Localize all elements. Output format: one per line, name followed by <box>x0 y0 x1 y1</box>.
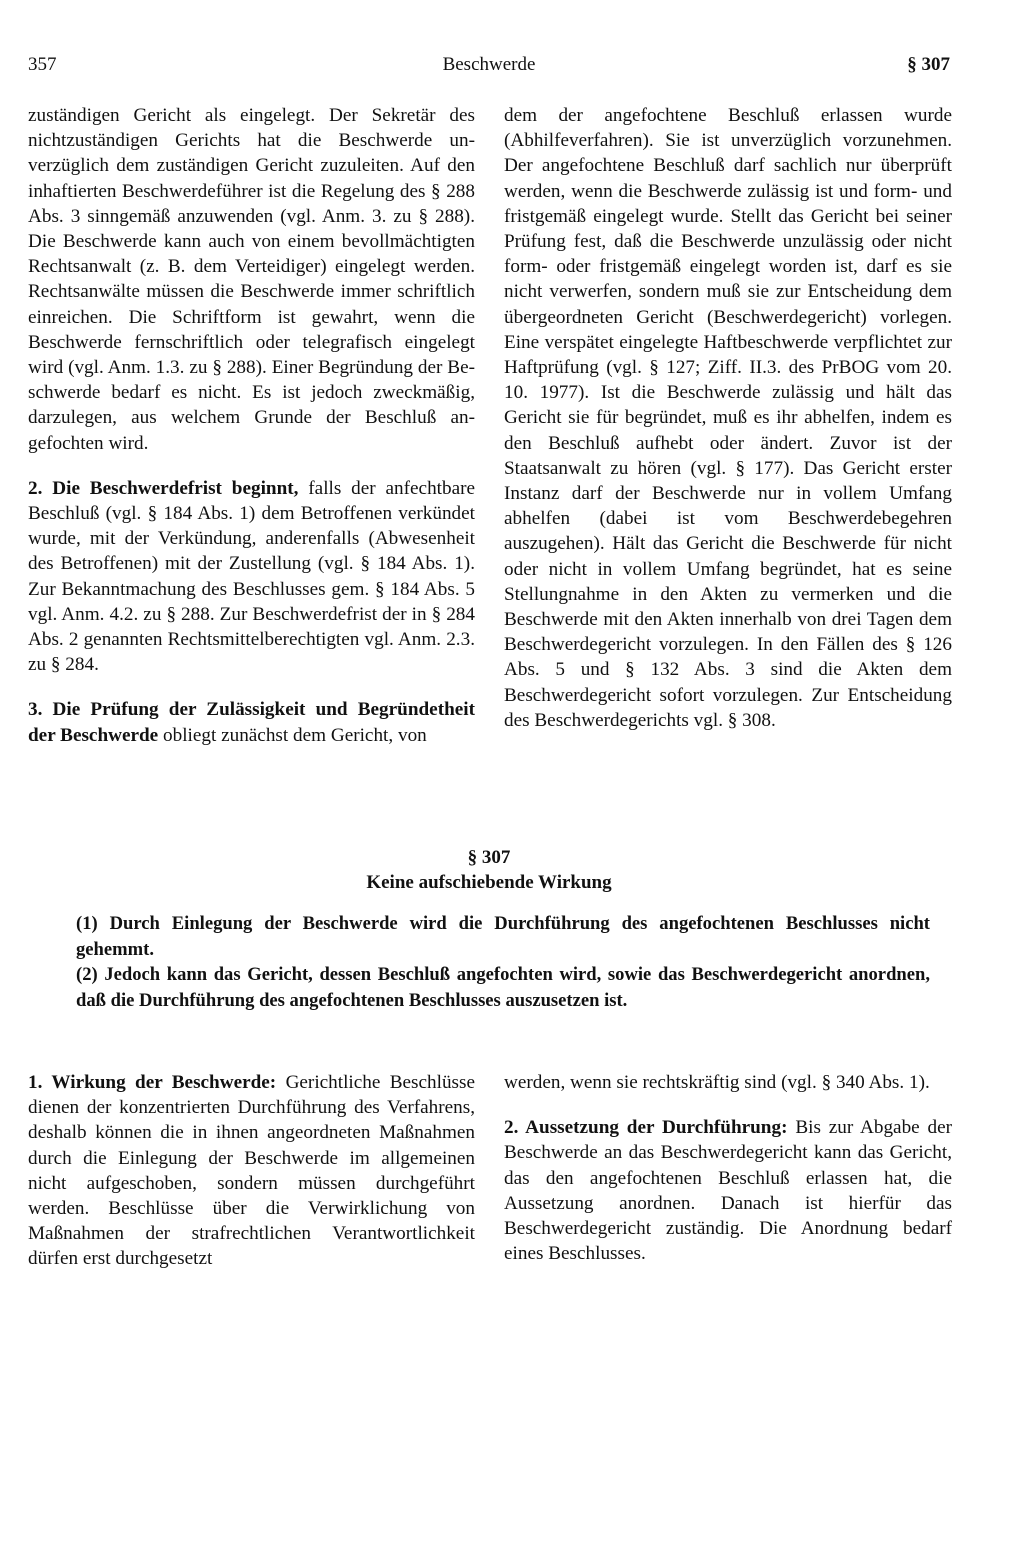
paragraph-text: Gerichtliche Beschlüsse dienen der konzentrierten Durchführung des Verfahrens, deshalb können die in ihnen angeordneten Maßnahmen durch die Einlegung der Beschwerde im allgemeinen nicht aufgeschoben, sondern müssen durchgeführt werden. Beschlüsse über die Verwirklichung von Maßnahmen der strafrechtlichen Verantwortlichkeit dürfen erst durchgesetzt <box>28 1072 476 1270</box>
paragraph-heading: Die Beschwerdefrist beginnt, <box>52 477 299 499</box>
annotation-column-left <box>28 1070 475 1272</box>
commentary-column-right <box>504 103 952 733</box>
statute-section <box>28 845 950 1013</box>
commentary-paragraph: dem der angefochtene Beschluß erlassen wurde (Abhilfeverfahren). Sie ist unverzüglich vorzunehmen. Der angefochtene Beschluß darf sachlich nur überprüft werden, wenn die Beschwerde zulässig ist und form- und fristgemäß eingelegt wurde. Stellt das Gericht bei seiner Prüfung fest, daß die Beschwerde unzulässig oder nicht form- oder fristgemäß eingelegt worden ist, darf es sie nicht verwerfen, sondern muß sie zur Entscheidung dem übergeordneten Gericht (Beschwerdegericht) vorlegen. Eine verspätet eingelegte Haftbeschwerde verpflichtet zur Haftprüfung (vgl. § 127; Ziff. II.3. des PrBOG vom 20. 10. 1977). Ist die Beschwerde zulässig und hält das Gericht sie für begründet, muß es ihr abhelfen, indem es den Beschluß aufhebt oder ändert. Zuvor ist der Staatsanwalt zu hören (vgl. § 177). Das Gericht erster Instanz darf der Beschwerde nur in vollem Umfang abhelfen (dabei ist vom Beschwerdebegehren auszugehen). Hält das Gericht die Beschwerde für nicht oder nicht in vollem Umfang begründet, hat es seine Stellungnahme in den Akten zu vermerken und die Beschwerde mit den Akten innerhalb von drei Tagen dem Beschwerdegericht vorzulegen. In den Fällen des § 126 Abs. 5 und § 132 Abs. 3 sind die Akten dem Beschwerdegericht sofort vorzulegen. Zur Entscheidung des Beschwerdegerichts vgl. § 308. <box>504 105 952 731</box>
header-section-number: § 307 <box>907 54 950 75</box>
commentary-paragraph-3 <box>28 697 475 747</box>
paragraph-text: Bis zur Abgabe der Beschwerde an das Beschwerdegericht kann das Gericht, das den angefochtenen Beschluß erlassen hat, die Aussetzung anordnen. Danach ist hierfür das Beschwerdegericht zuständig. Die Anordnung bedarf eines Beschlusses. <box>504 1117 953 1265</box>
paragraph-heading: Die Prüfung der Zulässigkeit und Begründetheit der Beschwerde <box>28 699 475 746</box>
statute-text <box>28 911 950 1013</box>
statute-paragraph-2: (2) Jedoch kann das Gericht, dessen Beschluß angefochten wird, sowie das Beschwerdegericht anordnen, daß die Durchführung des angefochtenen Beschlusses auszusetzen ist. <box>76 964 930 1011</box>
annotation-paragraph-1 <box>28 1070 475 1272</box>
annotation-paragraph-continuation: werden, wenn sie rechtskräftig sind (vgl. § 340 Abs. 1). <box>504 1072 930 1093</box>
page-header <box>28 54 950 84</box>
paragraph-text: obliegt zunächst dem Gericht, von <box>163 724 427 746</box>
paragraph-heading: 1. Wirkung der Beschwerde: <box>28 1072 277 1093</box>
page-number: 357 <box>28 54 57 75</box>
statute-section-title: Keine aufschiebende Wirkung <box>366 872 612 893</box>
paragraph-text: falls der anfechtbare Beschluß (vgl. § 184 Abs. 1) dem Betroffenen verkündet wurde, mit der Verkündung, anderenfalls (Abwesenheit des Betroffenen) mit der Zustellung (vgl. § 184 Abs. 1). Zur Bekanntmachung des Beschlusses gem. § 184 Abs. 5 vgl. Anm. 4.2. zu § 288. Zur Beschwerdefrist der in § 284 Abs. 2 genannten Rechtsmittelberechtigten vgl. Anm. 2.3. zu § 284. <box>28 477 476 676</box>
commentary-paragraph-2 <box>28 476 475 678</box>
annotation-paragraph-2 <box>504 1115 952 1266</box>
running-title: Beschwerde <box>442 54 536 75</box>
statute-paragraph-1: (1) Durch Einlegung der Beschwerde wird die Durchführung des angefochtenen Beschlusses nicht gehemmt. <box>76 913 930 960</box>
commentary-paragraph: zuständigen Gericht als eingelegt. Der Sekretär des nichtzuständigen Gerichts hat die Beschwerde unverzüglich dem zuständigen Gericht zuzuleiten. Auf den inhaftierten Beschwerdeführer ist die Regelung des § 288 Abs. 3 sinngemäß anzuwenden (vgl. Anm. 3. zu § 288). Die Beschwerde kann auch von einem bevollmächtigten Rechtsanwalt (z. B. dem Verteidiger) eingelegt werden. Rechtsanwälte müssen die Beschwerde immer schriftlich einreichen. Die Schriftform ist gewahrt, wenn die Beschwerde fernschriftlich oder telegrafisch eingelegt wird (vgl. Anm. 1.3. zu § 288). Einer Begründung der Beschwerde bedarf es nicht. Es ist jedoch zweckmäßig, darzulegen, aus welchem Grunde der Beschluß angefochten wird. <box>28 105 475 454</box>
paragraph-number: 2. <box>28 477 43 499</box>
paragraph-number: 3. <box>28 699 43 721</box>
statute-section-number: § 307 <box>467 847 511 868</box>
annotation-column-right <box>504 1070 952 1266</box>
paragraph-heading: 2. Aussetzung der Durchführung: <box>504 1117 788 1139</box>
commentary-column-left <box>28 103 475 748</box>
